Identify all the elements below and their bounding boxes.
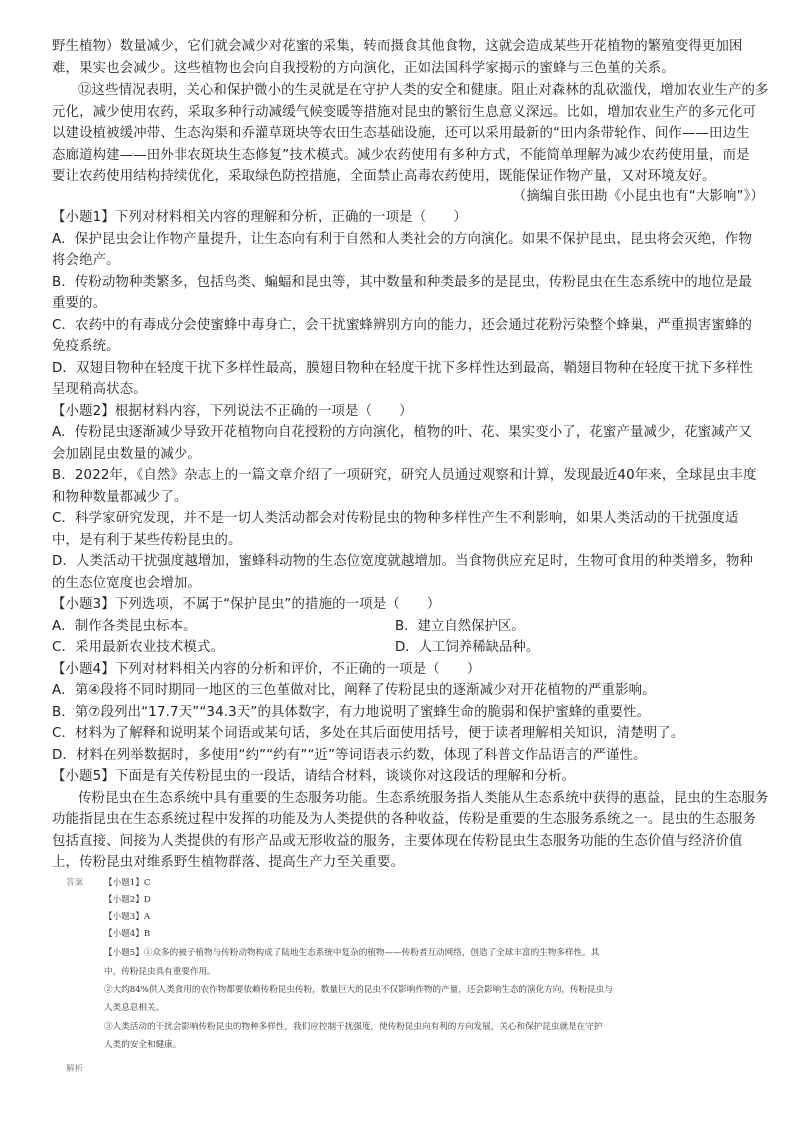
answer-5-line: ③人类活动的干扰会影响传粉昆虫的物种多样性，我们应控制干扰强度，使传粉昆虫向有利的方向发展，关心和保护昆虫就是在守护 [104,1022,603,1032]
q2-option-c: C．科学家研究发现，并不是一切人类活动都会对传粉昆虫的物种多样性产生不利影响，如果人类活动的干扰强度适 [52,511,739,526]
q1-option-d-cont: 呈现稍高状态。 [52,382,147,397]
source-citation: （摘编自张田勘《小昆虫也有“大影响”》） [512,189,764,204]
q3-option-c: C．采用最新农业技术模式。 [52,640,224,655]
q4-option-b: B．第⑦段列出“17.7天”“34.3天”的具体数字，有力地说明了蜜蜂生命的脆弱和保护蜜蜂的重要性。 [52,705,651,720]
q4-option-d: D．材料在列举数据时，多使用“约”“约有”“近”等词语表示约数，体现了科普文作品语言的严谨性。 [52,748,647,763]
q1-option-d: D．双翅目物种在轻度干扰下多样性最高，膜翅目物种在轻度干扰下多样性达到最高，鞘翅目物种在轻度干扰下多样性 [52,361,754,376]
question-4-stem: 【小题4】下列对材料相关内容的分析和评价，不正确的一项是（ ） [52,662,481,677]
q1-option-c: C．农药中的有毒成分会使蜜蜂中毒身亡，会干扰蜜蜂辨别方向的能力，还会通过花粉污染整个蜂巢，严重损害蜜蜂的 [52,318,753,333]
answer-label: 答案 [66,878,84,888]
answer-5-line: 中，传粉昆虫具有重要作用。 [104,967,216,977]
q1-option-a: A．保护昆虫会让作物产量提升，让生态向有利于自然和人类社会的方向演化。如果不保护昆虫，昆虫将会灭绝，作物 [52,232,752,247]
q5-passage-line: 传粉昆虫在生态系统中具有重要的生态服务功能。生态系统服务指人类能从生态系统中获得的惠益，昆虫的生态服务 [78,791,769,806]
answer-5-line: ②大约84%供人类食用的农作物都要依赖传粉昆虫传粉，数量巨大的昆虫不仅影响作物的产量，还会影响生态的演化方向，传粉昆虫与 [104,985,613,995]
passage-line: 以建设植被缓冲带、生态沟渠和乔灌草斑块等农田生态基础设施，还可以采用最新的“田内条带轮作、间作——田边生 [52,126,750,141]
answer-5-line: 人类息息相关。 [104,1003,165,1013]
answer-5-line: 人类的安全和健康。 [104,1040,182,1050]
q1-option-a-cont: 将会绝产。 [52,253,120,268]
q2-option-c-cont: 中，是有利于某些传粉昆虫的。 [52,533,242,548]
q3-option-b: B．建立自然保护区。 [395,619,525,634]
passage-line: 要让农药使用结构持续优化，采取绿色防控措施，全面禁止高毒农药使用，既能保证作物产量，又对环境友好。 [52,169,716,184]
q4-option-c: C．材料为了解释和说明某个词语或某句话，多处在其后面使用括号，便于读者理解相关知识，清楚明了。 [52,726,685,741]
q2-option-a: A．传粉昆虫逐渐减少导致开花植物向自花授粉的方向演化，植物的叶、花、果实变小了，花蜜产量减少，花蜜减产又 [52,425,752,440]
answer-2: 【小题2】D [104,895,151,905]
analysis-label: 解析 [66,1064,84,1074]
question-5-stem: 【小题5】下面是有关传粉昆虫的一段话，请结合材料，谈谈你对这段话的理解和分析。 [52,769,576,784]
q2-option-b: B．2022年，《自然》杂志上的一篇文章介绍了一项研究，研究人员通过观察和计算，发现最近40年来，全球昆虫丰度 [52,468,757,483]
passage-line: 难，果实也会减少。这些植物也会向自我授粉的方向演化，正如法国科学家揭示的蜜蜂与三色堇的关系。 [52,61,675,76]
q2-option-a-cont: 会加剧昆虫数量的减少。 [52,447,201,462]
q1-option-b: B．传粉动物种类繁多，包括鸟类、蝙蝠和昆虫等，其中数量和种类最多的是昆虫，传粉昆虫在生态系统中的地位是最 [52,275,752,290]
answer-3: 【小题3】A [104,912,151,922]
q2-option-d-cont: 的生态位宽度也会增加。 [52,576,201,591]
question-1-stem: 【小题1】下列对材料相关内容的理解和分析，正确的一项是（ ） [52,210,467,225]
passage-line: ⑫这些情况表明，关心和保护微小的生灵就是在守护人类的安全和健康。阻止对森林的乱砍滥伐，增加农业生产的多 [78,83,769,98]
q3-option-d: D．人工饲养稀缺品种。 [395,640,540,655]
q2-option-b-cont: 和物种数量都减少了。 [52,490,188,505]
q5-passage-line: 上，传粉昆虫对维系野生植物群落、提高生产力至关重要。 [52,855,405,870]
passage-line: 野生植物）数量减少，它们就会减少对花蜜的采集，转而摄食其他食物，这就会造成某些开花植物的繁殖变得更加困 [52,39,743,54]
q1-option-b-cont: 重要的。 [52,296,107,311]
answer-4: 【小题4】B [104,929,151,939]
answer-5-line: 【小题5】①众多的被子植物与传粉动物构成了陆地生态系统中复杂的植物——传粉者互动网络，创造了全球丰富的生物多样性。其 [104,948,600,958]
q1-option-c-cont: 免疫系统。 [52,339,120,354]
passage-line: 元化，减少使用农药，采取多种行动减缓气候变暖等措施对昆虫的繁衍生息意义深远。比如，增加农业生产的多元化可 [52,105,757,120]
question-3-stem: 【小题3】下列选项，不属于“保护昆虫”的措施的一项是（ ） [52,597,441,612]
q3-option-a: A．制作各类昆虫标本。 [52,619,197,634]
answer-1: 【小题1】C [104,878,151,888]
q5-passage-line: 功能指昆虫在生态系统过程中发挥的功能及为人类提供的各种收益，传粉是重要的生态服务系统之一。昆虫的生态服务 [52,812,757,827]
q2-option-d: D．人类活动干扰强度越增加，蜜蜂科动物的生态位宽度就越增加。当食物供应充足时，生物可食用的种类增多，物种 [52,554,754,569]
question-2-stem: 【小题2】根据材料内容，下列说法不正确的一项是（ ） [52,404,413,419]
passage-line: 态廊道构建——田外非农斑块生态修复”技术模式。减少农药使用有多种方式，不能简单理解为减少农药使用量，而是 [52,148,750,163]
q4-option-a: A．第④段将不同时期同一地区的三色堇做对比，阐释了传粉昆虫的逐渐减少对开花植物的严重影响。 [52,683,656,698]
q5-passage-line: 包括直接、间接为人类提供的有形产品或无形收益的服务，主要体现在传粉昆虫生态服务功能的生态价值与经济价值 [52,834,743,849]
